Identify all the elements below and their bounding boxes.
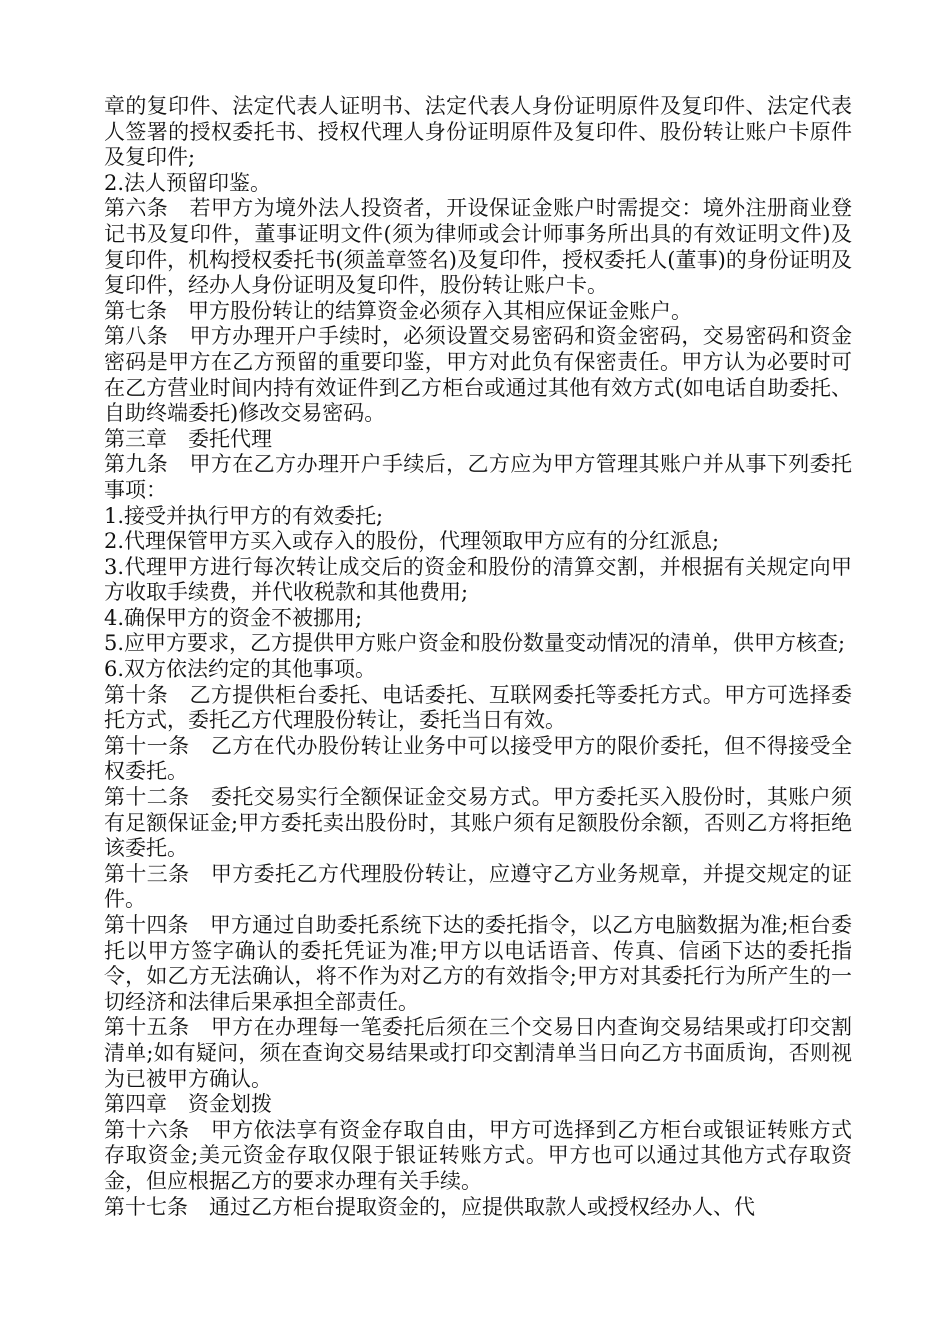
- list-item: 1.接受并执行甲方的有效委托;: [104, 503, 384, 528]
- list-item: 2.代理保管甲方买入或存入的股份，代理领取甲方应有的分红派息;: [104, 529, 720, 554]
- paragraph: 第十五条 甲方在办理每一笔委托后须在三个交易日内查询交易结果或打印交割清单;如有疑问，须在查询交易结果或打印交割清单当日向乙方书面质询，否则视为已被甲方确认。: [104, 1015, 852, 1091]
- paragraph: 章的复印件、法定代表人证明书、法定代表人身份证明原件及复印件、法定代表人签署的授权委托书、授权代理人身份证明原件及复印件、股份转让账户卡原件及复印件;: [104, 94, 852, 170]
- paragraph: 第十条 乙方提供柜台委托、电话委托、互联网委托等委托方式。甲方可选择委托方式，委托乙方代理股份转让，委托当日有效。: [104, 682, 852, 733]
- paragraph: 第七条 甲方股份转让的结算资金必须存入其相应保证金账户。: [104, 298, 692, 323]
- paragraph: 第十六条 甲方依法享有资金存取自由，甲方可选择到乙方柜台或银证转账方式存取资金;美元资金存取仅限于银证转账方式。甲方也可以通过其他方式存取资金，但应根据乙方的要求办理有关手续。: [104, 1117, 852, 1193]
- paragraph: 第十三条 甲方委托乙方代理股份转让，应遵守乙方业务规章，并提交规定的证件。: [104, 861, 852, 912]
- chapter-heading: 第三章 委托代理: [104, 426, 272, 451]
- document-body: [104, 94, 852, 1220]
- list-item: 6.双方依法约定的其他事项。: [104, 657, 377, 682]
- paragraph: 第十四条 甲方通过自助委托系统下达的委托指令，以乙方电脑数据为准;柜台委托以甲方签字确认的委托凭证为准;甲方以电话语音、传真、信函下达的委托指令，如乙方无法确认，将不作为对乙方的有效指令;甲方对其委托行为所产生的一切经济和法律后果承担全部责任。: [104, 913, 852, 1014]
- paragraph: 2.法人预留印鉴。: [104, 170, 272, 195]
- paragraph: 第十二条 委托交易实行全额保证金交易方式。甲方委托买入股份时，其账户须有足额保证金;甲方委托卖出股份时，其账户须有足额股份余额，否则乙方将拒绝该委托。: [104, 785, 852, 861]
- list-item: 5.应甲方要求，乙方提供甲方账户资金和股份数量变动情况的清单，供甲方核查;: [104, 631, 846, 656]
- paragraph: 第十七条 通过乙方柜台提取资金的，应提供取款人或授权经办人、代: [104, 1194, 755, 1219]
- paragraph: 第六条 若甲方为境外法人投资者，开设保证金账户时需提交：境外注册商业登记书及复印件，董事证明文件(须为律师或会计师事务所出具的有效证明文件)及复印件，机构授权委托书(须盖章签名)及复印件，授权委托人(董事)的身份证明及复印件，经办人身份证明及复印件，股份转让账户卡。: [104, 196, 852, 298]
- paragraph: 第九条 甲方在乙方办理开户手续后，乙方应为甲方管理其账户并从事下列委托事项：: [104, 452, 852, 502]
- paragraph: 第十一条 乙方在代办股份转让业务中可以接受甲方的限价委托，但不得接受全权委托。: [104, 733, 852, 784]
- paragraph: 第八条 甲方办理开户手续时，必须设置交易密码和资金密码，交易密码和资金密码是甲方在乙方预留的重要印鉴，甲方对此负有保密责任。甲方认为必要时可在乙方营业时间内持有效证件到乙方柜台或通过其他有效方式(如电话自助委托、自助终端委托)修改交易密码。: [104, 324, 852, 426]
- chapter-heading: 第四章 资金划拨: [104, 1092, 272, 1117]
- list-item: 3.代理甲方进行每次转让成交后的资金和股份的清算交割，并根据有关规定向甲方收取手续费，并代收税款和其他费用;: [104, 554, 852, 605]
- list-item: 4.确保甲方的资金不被挪用;: [104, 605, 363, 630]
